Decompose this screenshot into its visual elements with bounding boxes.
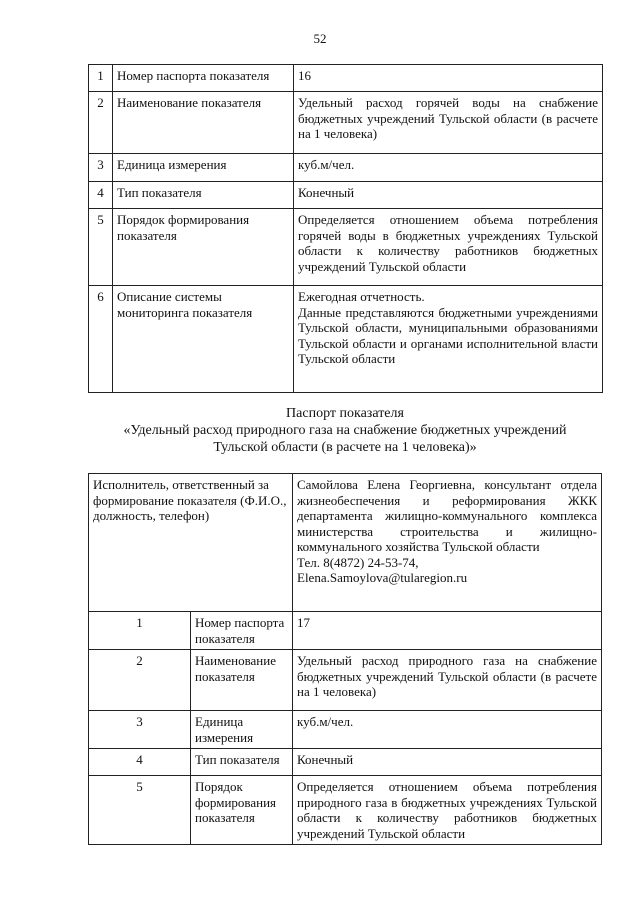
page-number: 52: [313, 31, 327, 46]
row-number: 1: [89, 612, 191, 650]
row-label: Единица измерения: [113, 154, 294, 182]
row-value: 17: [293, 612, 602, 650]
row-value: Конечный: [293, 749, 602, 776]
row-value: куб.м/чел.: [293, 711, 602, 749]
table-row: [89, 65, 603, 92]
indicator-16-table: [88, 64, 603, 393]
row-number: 4: [89, 749, 191, 776]
indicator-17-table: [88, 473, 602, 845]
executor-text: Самойлова Елена Георгиевна, консультант отдела жизнеобеспечения и реформирования ЖКК департамента жилищно-коммунального комплекса министерства строительства и жилищно-коммунального хозяйства Тульской области: [297, 477, 597, 554]
row-value: Удельный расход горячей воды на снабжение бюджетных учреждений Тульской области (в расчете на 1 человека): [294, 92, 603, 154]
row-number: 2: [89, 650, 191, 711]
row-label: Номер паспорта показателя: [113, 65, 294, 92]
heading-title: Паспорт показателя: [286, 406, 404, 421]
row-number: 4: [89, 182, 113, 209]
heading-line-2: «Удельный расход природного газа на снабжение бюджетных учреждений: [123, 423, 567, 438]
passport-heading: [88, 405, 602, 456]
row-number: 5: [89, 209, 113, 286]
table-row: [89, 92, 603, 154]
row-number: 2: [89, 92, 113, 154]
executor-email: Elena.Samoylova@tularegion.ru: [297, 570, 468, 585]
executor-phone: Тел. 8(4872) 24-53-74,: [297, 554, 419, 570]
row-value: Удельный расход природного газа на снабжение бюджетных учреждений Тульской области (в расчете на 1 человека): [293, 650, 602, 711]
table-row: [89, 612, 602, 650]
table-row: [89, 286, 603, 393]
row-label: Тип показателя: [191, 749, 293, 776]
row-label: Номер паспорта показателя: [191, 612, 293, 650]
table-row: [89, 650, 602, 711]
table-row: [89, 711, 602, 749]
table-row: [89, 182, 603, 209]
row-label: Наименование показателя: [113, 92, 294, 154]
executor-value: [293, 474, 602, 612]
row-number: 6: [89, 286, 113, 393]
table-row: [89, 154, 603, 182]
row-label: Наименование показателя: [191, 650, 293, 711]
row-value: куб.м/чел.: [294, 154, 603, 182]
executor-row: [89, 474, 602, 612]
row-number: 3: [89, 711, 191, 749]
row-number: 5: [89, 776, 191, 845]
heading-line-3: Тульской области (в расчете на 1 человека)»: [213, 440, 477, 455]
row-value: Определяется отношением объема потребления горячей воды в бюджетных учреждениях Тульской области к количеству работников бюджетных учреждений Тульской области: [294, 209, 603, 286]
table-row: [89, 749, 602, 776]
executor-label: Исполнитель, ответственный за формирование показателя (Ф.И.О., должность, телефон): [89, 474, 293, 612]
row-value: 16: [294, 65, 603, 92]
row-number: 3: [89, 154, 113, 182]
monitoring-line-2: Данные представляются бюджетными учреждениями Тульской области, муниципальными образованиями Тульской области и органами исполнительной власти Тульской области: [298, 304, 598, 366]
row-label: Единица измерения: [191, 711, 293, 749]
row-label: Тип показателя: [113, 182, 294, 209]
row-label: Порядок формирования показателя: [191, 776, 293, 845]
row-number: 1: [89, 65, 113, 92]
table-row: [89, 776, 602, 845]
row-value: Определяется отношением объема потребления природного газа в бюджетных учреждениях Тульской области к количеству работников бюджетных учреждений Тульской области: [293, 776, 602, 845]
monitoring-line-1: Ежегодная отчетность.: [298, 289, 425, 304]
row-label: Порядок формирования показателя: [113, 209, 294, 286]
row-value: [294, 286, 603, 393]
table-row: [89, 209, 603, 286]
row-value: Конечный: [294, 182, 603, 209]
row-label: Описание системы мониторинга показателя: [113, 286, 294, 393]
